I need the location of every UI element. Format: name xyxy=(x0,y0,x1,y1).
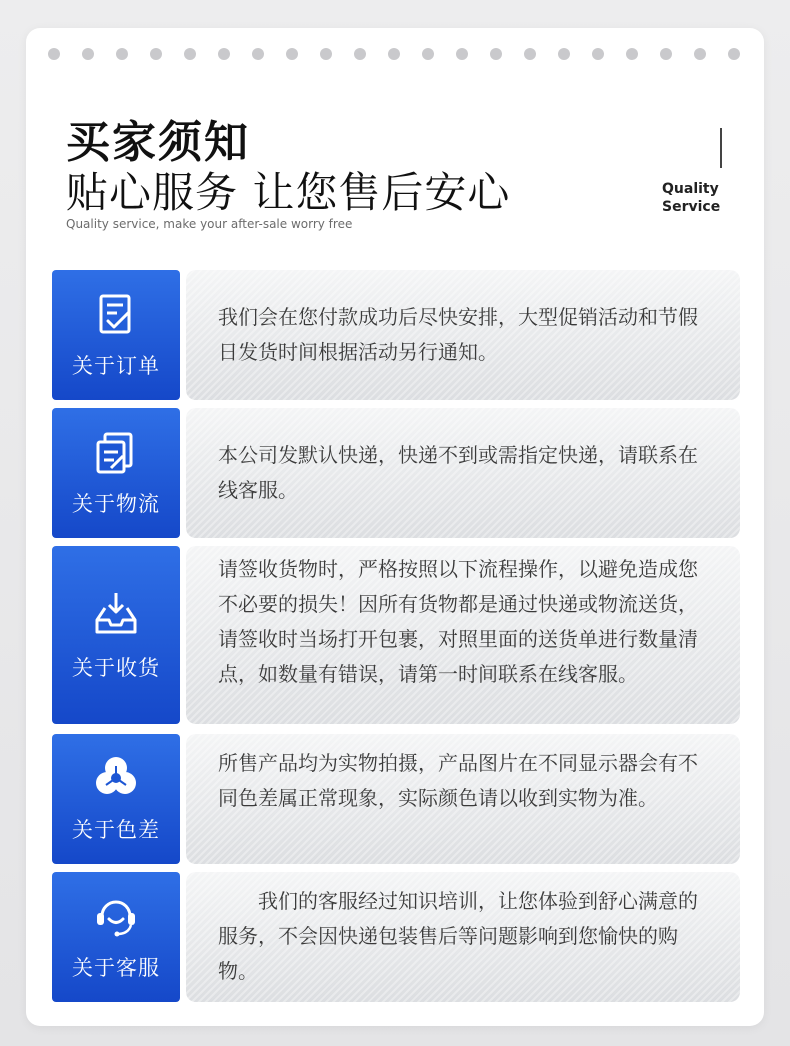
color-wheel-icon xyxy=(93,754,139,800)
section-panel xyxy=(186,734,740,864)
order-document-icon xyxy=(93,292,139,338)
notice-card xyxy=(26,28,764,1026)
section-text: 所售产品均为实物拍摄，产品图片在不同显示器会有不同色差属正常现象，实际颜色请以收到实物为准。 xyxy=(218,751,698,810)
section-panel xyxy=(186,408,740,538)
english-tagline: Quality service, make your after-sale worry free xyxy=(66,217,353,231)
binder-dot xyxy=(82,48,94,60)
binder-dot xyxy=(660,48,672,60)
section-label: 关于物流 xyxy=(72,492,160,516)
section-service xyxy=(52,872,740,1002)
binder-dot xyxy=(320,48,332,60)
headset-smile-icon xyxy=(93,892,139,938)
binder-dot xyxy=(286,48,298,60)
binder-dot xyxy=(592,48,604,60)
section-order xyxy=(52,270,740,400)
section-receive xyxy=(52,546,740,724)
binder-dot xyxy=(490,48,502,60)
binder-dot xyxy=(252,48,264,60)
section-text: 我们会在您付款成功后尽快安排，大型促销活动和节假日发货时间根据活动另行通知。 xyxy=(218,305,698,364)
receive-box-icon xyxy=(93,590,139,636)
section-label: 关于客服 xyxy=(72,956,160,980)
binder-dot xyxy=(558,48,570,60)
section-badge xyxy=(52,734,180,864)
binder-dot xyxy=(694,48,706,60)
section-text: 本公司发默认快递，快递不到或需指定快递，请联系在线客服。 xyxy=(218,443,698,502)
logistics-document-icon xyxy=(93,430,139,476)
section-panel xyxy=(186,546,740,724)
section-badge xyxy=(52,270,180,400)
binder-dot xyxy=(422,48,434,60)
binder-dot xyxy=(626,48,638,60)
binder-dot xyxy=(48,48,60,60)
binder-dots xyxy=(48,48,748,64)
page-subheading: 贴心服务 让您售后安心 xyxy=(66,168,511,217)
section-text: 请签收货物时，严格按照以下流程操作，以避免造成您不必要的损失！因所有货物都是通过快递或物流送货，请签收时当场打开包裹，对照里面的送货单进行数量清点，如数量有错误，请第一时间联系在线客服。 xyxy=(218,557,698,686)
binder-dot xyxy=(388,48,400,60)
quality-mark-line2: Service xyxy=(662,199,721,215)
divider-line xyxy=(720,128,722,168)
section-panel xyxy=(186,872,740,1002)
section-badge xyxy=(52,546,180,724)
binder-dot xyxy=(456,48,468,60)
section-text: 我们的客服经过知识培训，让您体验到舒心满意的服务，不会因快递包装售后等问题影响到您愉快的购物。 xyxy=(218,889,698,983)
binder-dot xyxy=(150,48,162,60)
binder-dot xyxy=(354,48,366,60)
section-badge xyxy=(52,408,180,538)
section-panel xyxy=(186,270,740,400)
quality-service-mark xyxy=(662,180,720,216)
quality-mark-line1: Quality xyxy=(662,181,719,197)
section-label: 关于收货 xyxy=(72,656,160,680)
binder-dot xyxy=(524,48,536,60)
binder-dot xyxy=(728,48,740,60)
page-title: 买家须知 xyxy=(66,117,250,168)
section-label: 关于色差 xyxy=(72,818,160,842)
section-label: 关于订单 xyxy=(72,354,160,378)
binder-dot xyxy=(218,48,230,60)
section-logistics xyxy=(52,408,740,538)
section-color xyxy=(52,734,740,864)
section-badge xyxy=(52,872,180,1002)
binder-dot xyxy=(116,48,128,60)
binder-dot xyxy=(184,48,196,60)
